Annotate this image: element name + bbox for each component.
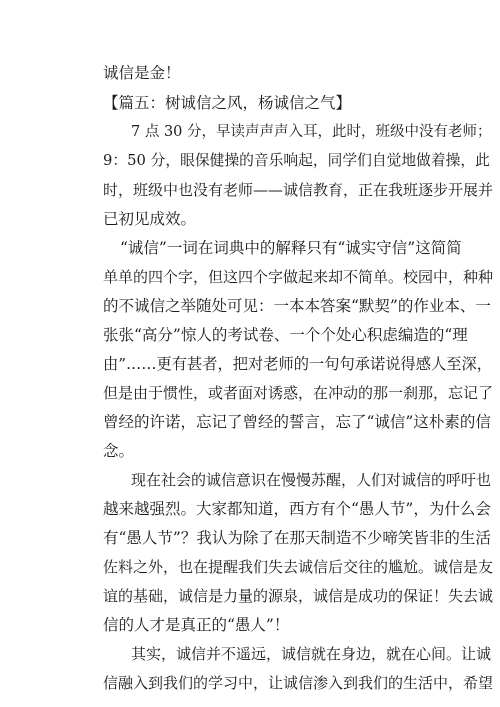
text-line: 由”……更有甚者，把对老师的一句句承诺说得感人至深， xyxy=(103,355,493,373)
text-line: 诚信是金！ xyxy=(103,64,181,82)
text-line: “诚信”一词在词典中的解释只有“诚实守信”这简简 xyxy=(120,239,462,257)
text-line: 张张“高分”惊人的考试卷、一个个处心积虑编造的“理 xyxy=(103,326,468,344)
text-line: 9：50 分，眼保健操的音乐响起，同学们自觉地做着操，此 xyxy=(103,152,490,169)
text-line: 谊的基础，诚信是力量的源泉，诚信是成功的保证！失去诚 xyxy=(103,587,494,605)
text-line: 曾经的许诺，忘记了曾经的誓言，忘了“诚信”这朴素的信 xyxy=(103,413,491,431)
text-line: 佐料之外，也在提醒我们失去诚信后交往的尴尬。诚信是友 xyxy=(103,558,494,576)
text-line: 信的人才是真正的“愚人”！ xyxy=(103,616,290,634)
text-line: 其实，诚信并不遥远，诚信就在身边，就在心间。让诚 xyxy=(131,645,492,663)
text-line: 有“愚人节”？我认为除了在那天制造不少啼笑皆非的生活 xyxy=(103,529,491,547)
text-line: 7 点 30 分，早读声声声入耳，此时，班级中没有老师； xyxy=(131,124,492,140)
text-line: 单单的四个字，但这四个字做起来却不简单。校园中，种种 xyxy=(103,268,494,286)
text-line: 越来越强烈。大家都知道，西方有个“愚人节”，为什么会 xyxy=(103,500,491,518)
text-line: 信融入到我们的学习中，让诚信渗入到我们的生活中，希望 xyxy=(103,674,494,692)
text-line: 已初见成效。 xyxy=(103,210,197,228)
text-line: 念。 xyxy=(103,442,135,460)
text-line: 但是由于惯性，或者面对诱惑，在冲动的那一刹那，忘记了 xyxy=(103,384,494,402)
text-line: 现在社会的诚信意识在慢慢苏醒，人们对诚信的呼吁也 xyxy=(131,471,492,489)
text-line: 的不诚信之举随处可见：一本本答案“默契”的作业本、一 xyxy=(103,297,491,315)
text-line: 时，班级中也没有老师——诚信教育，正在我班逐步开展并 xyxy=(103,181,494,199)
section-heading: 【篇五：树诚信之风，杨诚信之气】 xyxy=(103,94,352,112)
